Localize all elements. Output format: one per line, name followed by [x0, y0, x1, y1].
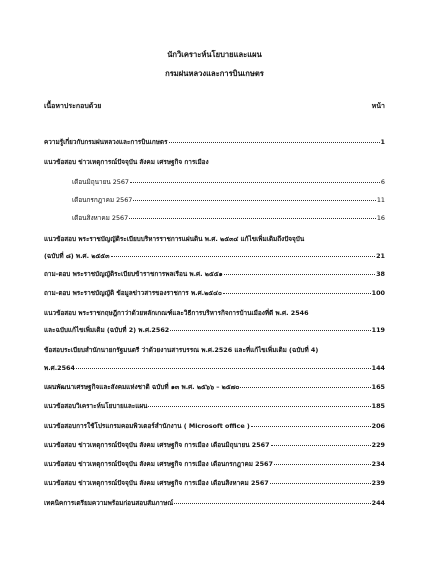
toc-entry	[44, 159, 385, 165]
toc-entry	[44, 310, 385, 316]
toc-entry-page: 206	[371, 422, 385, 430]
toc-entry	[44, 480, 385, 486]
toc-entry	[44, 461, 385, 467]
toc-entry-page: 100	[371, 289, 385, 297]
toc-entry-label: เทคนิคการเตรียมความพร้อมก่อนสอบสัมภาษณ์	[44, 499, 174, 507]
toc-leader	[169, 142, 380, 143]
toc-entry-label: แนวข้อสอบ ข่าวเหตุการณ์ปัจจุบัน สังคม เศรษฐกิจ การเมือง เดือนกรกฎาคม 2567	[44, 460, 273, 468]
document-title: นักวิเคราะห์นโยบายและแผน	[167, 50, 262, 59]
toc-entry-label: แผนพัฒนาเศรษฐกิจและสังคมแห่งชาติ ฉบับที่ ๑๓ พ.ศ. ๒๕๖๖ – ๒๕๗๐	[44, 383, 240, 391]
toc-leader	[274, 464, 371, 465]
toc-entry	[44, 384, 385, 390]
toc-entry-label: แนวข้อสอบการใช้โปรแกรมคอมพิวเตอร์สำนักงาน ( Microsoft office )	[44, 422, 250, 430]
toc-entry-label: เดือนกรกฎาคม 2567	[72, 196, 133, 204]
toc-entry	[44, 500, 385, 506]
toc-entry-label: พ.ศ.2564	[44, 364, 75, 372]
toc-entry-label: และฉบับแก้ไขเพิ่มเติม (ฉบับที่ 2) พ.ศ.2562	[44, 326, 170, 334]
toc-leader	[270, 483, 371, 484]
toc-entry-page: 229	[371, 441, 385, 449]
toc-entry-page: 1	[380, 138, 385, 146]
toc-entry-page: 21	[376, 252, 385, 260]
toc-leader	[148, 406, 370, 407]
document-subtitle: กรมฝนหลวงและการบินเกษตร	[165, 69, 264, 78]
toc-entry	[44, 290, 385, 296]
toc-entry-page: 244	[371, 499, 385, 507]
toc-entry-page: 119	[371, 326, 385, 334]
toc-leader	[76, 368, 371, 369]
toc-leader	[224, 274, 375, 275]
toc-entry-label: แนวข้อสอบวิเคราะห์นโยบายและแผน	[44, 402, 148, 410]
toc-entry-page: 38	[376, 270, 385, 278]
toc-leader	[129, 218, 376, 219]
toc-leader	[251, 426, 371, 427]
toc-entry-label: แนวข้อสอบ ข่าวเหตุการณ์ปัจจุบัน สังคม เศรษฐกิจ การเมือง	[44, 158, 209, 166]
toc-entry	[44, 271, 385, 277]
toc-entry-label: แนวข้อสอบ พระราชกฤษฎีกาว่าด้วยหลักเกณฑ์และวิธีการบริหารกิจการบ้านเมืองที่ดี พ.ศ. 2546	[44, 309, 309, 317]
toc-entry	[44, 236, 385, 242]
toc-entry-page: 11	[376, 196, 385, 204]
toc-entry-page: 239	[371, 479, 385, 487]
toc-entry-label: เดือนสิงหาคม 2567	[72, 214, 129, 222]
toc-entry-label: เดือนมิถุนายน 2567	[72, 178, 129, 186]
toc-leader	[111, 256, 376, 257]
toc-entry-page: 234	[371, 460, 385, 468]
toc-leader	[170, 330, 370, 331]
toc-leader	[133, 200, 375, 201]
toc-leader	[174, 503, 370, 504]
toc-entry	[44, 403, 385, 409]
toc-entry	[72, 197, 385, 203]
toc-leader	[223, 293, 371, 294]
toc-entry-label: ถาม-ตอบ พระราชบัญญัติ ข้อมูลข่าวสารของราชการ พ.ศ.๒๕๔๐	[44, 289, 222, 297]
toc-heading: เนื้อหาประกอบด้วย	[44, 102, 102, 110]
toc-entry	[44, 139, 385, 145]
toc-leader	[130, 182, 380, 183]
toc-entry-page: 165	[371, 383, 385, 391]
toc-entry-page: 185	[371, 402, 385, 410]
toc-entry-label: แนวข้อสอบ ข่าวเหตุการณ์ปัจจุบัน สังคม เศรษฐกิจ การเมือง เดือนมิถุนายน 2567	[44, 441, 270, 449]
toc-entry-label: ความรู้เกี่ยวกับกรมฝนหลวงและการบินเกษตร	[44, 138, 168, 146]
toc-entry-label: ข้อสอบระเบียบสำนักนายกรัฐมนตรี ว่าด้วยงานสารบรรณ พ.ศ.2526 และที่แก้ไขเพิ่มเติม (ฉบับที่ 4)	[44, 346, 319, 354]
toc-entry-page: 6	[380, 178, 385, 186]
toc-entry	[44, 253, 385, 259]
toc-entry	[72, 179, 385, 185]
toc-entry-label: แนวข้อสอบ ข่าวเหตุการณ์ปัจจุบัน สังคม เศรษฐกิจ การเมือง เดือนสิงหาคม 2567	[44, 479, 269, 487]
toc-entry	[72, 215, 385, 221]
toc-leader	[240, 387, 370, 388]
toc-page-heading: หน้า	[371, 102, 385, 110]
toc-entry-page: 144	[371, 364, 385, 372]
toc-entry-page: 16	[376, 214, 385, 222]
toc-entry-label: แนวข้อสอบ พระราชบัญญัติระเบียบบริหารราชการแผ่นดิน พ.ศ. ๒๕๓๔ แก้ไขเพิ่มเติมถึงปัจจุบัน	[44, 235, 305, 243]
toc-entry	[44, 442, 385, 448]
toc-entry	[44, 423, 385, 429]
toc-entry	[44, 327, 385, 333]
toc-leader	[271, 445, 371, 446]
toc-entry-label: ถาม-ตอบ พระราชบัญญัติระเบียบข้าราชการพลเรือน พ.ศ. ๒๕๕๑	[44, 270, 223, 278]
toc-entry	[44, 365, 385, 371]
toc-entry-label: (ฉบับที่ ๘) พ.ศ. ๒๕๕๓	[44, 252, 110, 260]
toc-entry	[44, 347, 385, 353]
toc-header	[44, 103, 385, 110]
